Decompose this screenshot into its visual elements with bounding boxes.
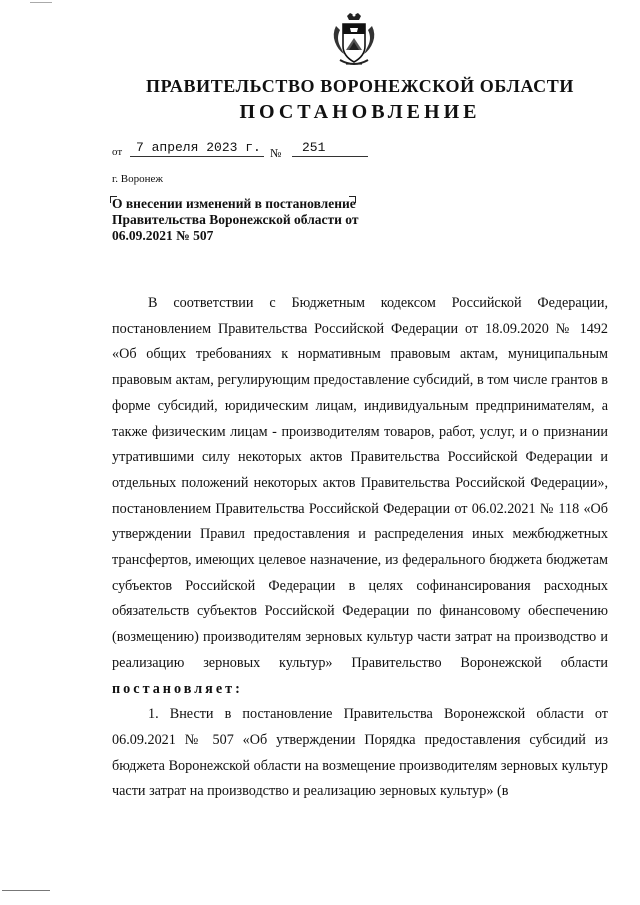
document-subject: О внесении изменений в постановление Правительства Воронежской области от 06.09.2021 № 507 bbox=[112, 196, 359, 243]
coat-of-arms-icon bbox=[330, 12, 378, 70]
scan-artifact bbox=[2, 890, 50, 891]
document-body bbox=[112, 291, 608, 805]
resolution-keyword: постановляет: bbox=[112, 680, 243, 697]
document-meta bbox=[112, 140, 372, 160]
city: г. Воронеж bbox=[112, 173, 163, 185]
body-paragraph-1 bbox=[112, 291, 608, 702]
date-label: от bbox=[112, 146, 123, 158]
number-label: № bbox=[270, 146, 282, 160]
document-date: 7 апреля 2023 г. bbox=[130, 140, 264, 157]
body-paragraph-2 bbox=[112, 702, 608, 805]
paragraph-1-text: В соответствии с Бюджетным кодексом Российской Федерации, постановлением Правительства Российской Федерации от 18.09.2020 № 1492 «Об общих требованиях к нормативным правовым актам, муниципальным правовым актам, регулирующим предоставление субсидий, в том числе грантов в форме субсидий, юридическим лицам, индивидуальным предпринимателям, а также физическим лицам - производителям товаров, работ, услуг, и о признании утратившими силу некоторых актов Правительства Российской Федерации и отдельных положений некоторых актов Правительства Российской Федерации», постановлением Правительства Российской Федерации от 06.02.2021 № 118 «Об утверждении Правил предоставления и распределения иных межбюджетных трансфертов, имеющих целевое назначение, из федерального бюджета бюджетам субъектов Российской Федерации в целях софинансирования расходных обязательств субъектов Российской Федерации по финансовому обеспечению (возмещению) производителям зерновых культур части затрат на производство и реализацию зерновых культур» Правительство Воронежской области bbox=[112, 295, 608, 671]
document-type: ПОСТАНОВЛЕНИЕ bbox=[239, 101, 481, 123]
scan-artifact bbox=[30, 2, 52, 3]
organization-title: ПРАВИТЕЛЬСТВО ВОРОНЕЖСКОЙ ОБЛАСТИ bbox=[146, 76, 574, 96]
document-number: 251 bbox=[292, 140, 368, 157]
paragraph-2-text: 1. Внести в постановление Правительства Воронежской области от 06.09.2021 № 507 «Об утверждении Порядка предоставления субсидий из бюджета Воронежской области на возмещение производителям зерновых культур части затрат на производство и реализацию зерновых культур» (в bbox=[112, 706, 608, 800]
